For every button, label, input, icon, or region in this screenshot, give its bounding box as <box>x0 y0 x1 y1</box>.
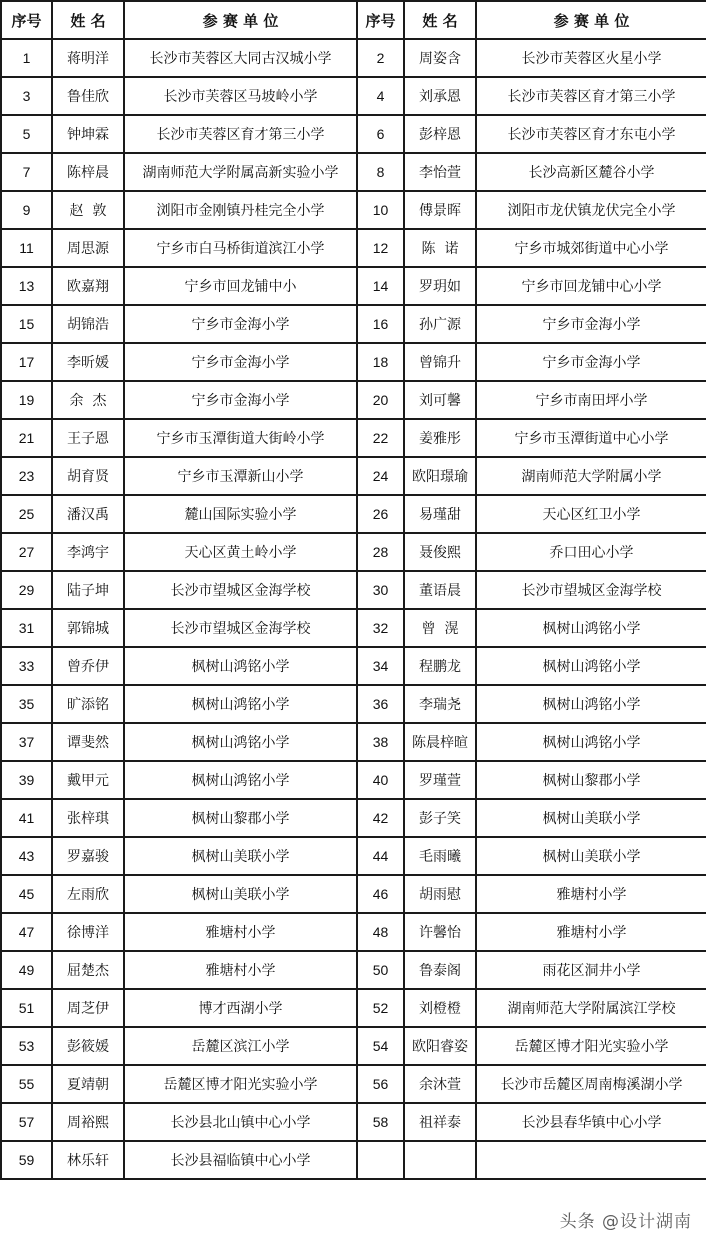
table-row <box>1 875 706 913</box>
entry-name: 余 杰 <box>52 381 124 419</box>
entry-name: 周裕熙 <box>52 1103 124 1141</box>
entry-unit: 长沙市望城区金海学校 <box>124 609 357 647</box>
entry-number: 17 <box>1 343 52 381</box>
entry-unit: 浏阳市金刚镇丹桂完全小学 <box>124 191 357 229</box>
entry-number: 33 <box>1 647 52 685</box>
table-row <box>1 381 706 419</box>
entry-number: 48 <box>357 913 404 951</box>
entry-number <box>357 1141 404 1179</box>
entry-number: 20 <box>357 381 404 419</box>
entry-unit: 宁乡市白马桥街道滨江小学 <box>124 229 357 267</box>
entry-unit: 长沙市岳麓区周南梅溪湖小学 <box>476 1065 706 1103</box>
entry-number: 40 <box>357 761 404 799</box>
entry-number: 36 <box>357 685 404 723</box>
entry-unit: 博才西湖小学 <box>124 989 357 1027</box>
table-row <box>1 153 706 191</box>
entry-name: 蒋明洋 <box>52 39 124 77</box>
entry-name: 刘可馨 <box>404 381 476 419</box>
entry-unit: 长沙市芙蓉区火星小学 <box>476 39 706 77</box>
table-body <box>1 39 706 1179</box>
entry-unit: 长沙高新区麓谷小学 <box>476 153 706 191</box>
entry-name: 李鸿宇 <box>52 533 124 571</box>
entry-name: 傅景晖 <box>404 191 476 229</box>
entry-name: 陈 诺 <box>404 229 476 267</box>
entry-number: 9 <box>1 191 52 229</box>
entry-number: 31 <box>1 609 52 647</box>
entry-number: 46 <box>357 875 404 913</box>
entry-unit: 枫树山鸿铭小学 <box>476 723 706 761</box>
entry-name <box>404 1141 476 1179</box>
table-row <box>1 77 706 115</box>
table-row <box>1 685 706 723</box>
entry-name: 孙广源 <box>404 305 476 343</box>
entry-unit: 雅塘村小学 <box>124 913 357 951</box>
table-row <box>1 115 706 153</box>
entry-unit: 湖南师范大学附属滨江学校 <box>476 989 706 1027</box>
entry-number: 19 <box>1 381 52 419</box>
entry-name: 李怡萱 <box>404 153 476 191</box>
entry-name: 欧阳睿姿 <box>404 1027 476 1065</box>
entry-name: 林乐轩 <box>52 1141 124 1179</box>
entry-number: 42 <box>357 799 404 837</box>
entry-number: 5 <box>1 115 52 153</box>
entry-number: 53 <box>1 1027 52 1065</box>
entry-unit: 枫树山鸿铭小学 <box>124 685 357 723</box>
entry-name: 鲁佳欣 <box>52 77 124 115</box>
entry-unit <box>476 1141 706 1179</box>
entry-number: 55 <box>1 1065 52 1103</box>
entry-number: 18 <box>357 343 404 381</box>
table-row <box>1 305 706 343</box>
table-row <box>1 191 706 229</box>
entry-name: 董语晨 <box>404 571 476 609</box>
entry-unit: 雅塘村小学 <box>124 951 357 989</box>
entry-unit: 湖南师范大学附属高新实验小学 <box>124 153 357 191</box>
entry-number: 12 <box>357 229 404 267</box>
table-row <box>1 913 706 951</box>
entry-unit: 长沙县北山镇中心小学 <box>124 1103 357 1141</box>
entry-name: 胡锦浩 <box>52 305 124 343</box>
entry-name: 胡育贤 <box>52 457 124 495</box>
entry-name: 欧嘉翔 <box>52 267 124 305</box>
entry-number: 57 <box>1 1103 52 1141</box>
entry-number: 22 <box>357 419 404 457</box>
entry-name: 刘承恩 <box>404 77 476 115</box>
entry-number: 49 <box>1 951 52 989</box>
entry-name: 旷添铭 <box>52 685 124 723</box>
table-row <box>1 1065 706 1103</box>
entry-unit: 宁乡市金海小学 <box>124 305 357 343</box>
entry-unit: 宁乡市南田坪小学 <box>476 381 706 419</box>
entry-name: 张梓琪 <box>52 799 124 837</box>
entry-number: 34 <box>357 647 404 685</box>
table-row <box>1 647 706 685</box>
entry-number: 43 <box>1 837 52 875</box>
entry-number: 7 <box>1 153 52 191</box>
entry-name: 陈梓晨 <box>52 153 124 191</box>
entry-number: 54 <box>357 1027 404 1065</box>
table-row <box>1 609 706 647</box>
entry-number: 37 <box>1 723 52 761</box>
entry-unit: 宁乡市回龙铺中小 <box>124 267 357 305</box>
entry-name: 屈楚杰 <box>52 951 124 989</box>
entry-number: 16 <box>357 305 404 343</box>
entry-unit: 湖南师范大学附属小学 <box>476 457 706 495</box>
entry-unit: 麓山国际实验小学 <box>124 495 357 533</box>
entry-number: 13 <box>1 267 52 305</box>
entry-name: 周思源 <box>52 229 124 267</box>
entry-name: 彭子笑 <box>404 799 476 837</box>
entry-unit: 枫树山美联小学 <box>124 875 357 913</box>
entry-unit: 长沙县福临镇中心小学 <box>124 1141 357 1179</box>
entry-number: 58 <box>357 1103 404 1141</box>
entry-name: 徐博洋 <box>52 913 124 951</box>
table-row <box>1 495 706 533</box>
table-header-row <box>1 1 706 39</box>
entry-name: 罗玥如 <box>404 267 476 305</box>
table-row <box>1 39 706 77</box>
entry-number: 51 <box>1 989 52 1027</box>
entry-name: 程鹏龙 <box>404 647 476 685</box>
entry-name: 陆子坤 <box>52 571 124 609</box>
entry-name: 欧阳璟瑜 <box>404 457 476 495</box>
entry-number: 39 <box>1 761 52 799</box>
header-name: 姓 名 <box>404 1 476 39</box>
entry-unit: 宁乡市玉潭街道中心小学 <box>476 419 706 457</box>
entry-name: 钟坤霖 <box>52 115 124 153</box>
entry-number: 47 <box>1 913 52 951</box>
table-row <box>1 761 706 799</box>
entry-number: 10 <box>357 191 404 229</box>
entry-unit: 岳麓区博才阳光实验小学 <box>124 1065 357 1103</box>
table-row <box>1 951 706 989</box>
entry-name: 曾乔伊 <box>52 647 124 685</box>
entry-unit: 枫树山美联小学 <box>124 837 357 875</box>
entry-unit: 岳麓区博才阳光实验小学 <box>476 1027 706 1065</box>
entry-name: 王子恩 <box>52 419 124 457</box>
entry-name: 李昕媛 <box>52 343 124 381</box>
entry-name: 许馨怡 <box>404 913 476 951</box>
entry-number: 27 <box>1 533 52 571</box>
entry-name: 戴甲元 <box>52 761 124 799</box>
entry-unit: 长沙市芙蓉区育才第三小学 <box>476 77 706 115</box>
entry-number: 1 <box>1 39 52 77</box>
table-row <box>1 1103 706 1141</box>
entry-number: 11 <box>1 229 52 267</box>
entry-unit: 岳麓区滨江小学 <box>124 1027 357 1065</box>
header-unit: 参 赛 单 位 <box>476 1 706 39</box>
entry-name: 潘汉禹 <box>52 495 124 533</box>
entry-name: 彭筱媛 <box>52 1027 124 1065</box>
entry-number: 56 <box>357 1065 404 1103</box>
table-row <box>1 723 706 761</box>
table-row <box>1 343 706 381</box>
entry-unit: 长沙市望城区金海学校 <box>476 571 706 609</box>
entry-unit: 宁乡市金海小学 <box>476 305 706 343</box>
entry-name: 郭锦城 <box>52 609 124 647</box>
entry-number: 25 <box>1 495 52 533</box>
table-row <box>1 1141 706 1179</box>
entry-number: 15 <box>1 305 52 343</box>
entry-number: 41 <box>1 799 52 837</box>
table-row <box>1 1027 706 1065</box>
entry-unit: 长沙市芙蓉区大同古汉城小学 <box>124 39 357 77</box>
entry-unit: 宁乡市金海小学 <box>124 381 357 419</box>
entry-number: 50 <box>357 951 404 989</box>
entry-unit: 枫树山黎郡小学 <box>476 761 706 799</box>
entry-name: 曾 滉 <box>404 609 476 647</box>
entry-number: 59 <box>1 1141 52 1179</box>
entry-unit: 宁乡市金海小学 <box>124 343 357 381</box>
entry-name: 谭斐然 <box>52 723 124 761</box>
entry-unit: 天心区红卫小学 <box>476 495 706 533</box>
entry-name: 刘橙橙 <box>404 989 476 1027</box>
entry-unit: 长沙县春华镇中心小学 <box>476 1103 706 1141</box>
entry-unit: 枫树山美联小学 <box>476 837 706 875</box>
entry-unit: 枫树山黎郡小学 <box>124 799 357 837</box>
entry-name: 胡雨慰 <box>404 875 476 913</box>
entry-name: 彭梓恩 <box>404 115 476 153</box>
header-unit: 参 赛 单 位 <box>124 1 357 39</box>
table-row <box>1 229 706 267</box>
entry-name: 聂俊熙 <box>404 533 476 571</box>
entry-name: 余沐萱 <box>404 1065 476 1103</box>
table-row <box>1 533 706 571</box>
table-row <box>1 989 706 1027</box>
header-no: 序号 <box>357 1 404 39</box>
entry-unit: 雅塘村小学 <box>476 875 706 913</box>
entry-number: 23 <box>1 457 52 495</box>
entry-number: 14 <box>357 267 404 305</box>
entry-name: 李瑞尧 <box>404 685 476 723</box>
entry-number: 2 <box>357 39 404 77</box>
entry-unit: 长沙市望城区金海学校 <box>124 571 357 609</box>
entry-name: 鲁泰阁 <box>404 951 476 989</box>
entry-number: 45 <box>1 875 52 913</box>
entry-name: 毛雨曦 <box>404 837 476 875</box>
entry-unit: 雅塘村小学 <box>476 913 706 951</box>
header-name: 姓 名 <box>52 1 124 39</box>
entry-number: 32 <box>357 609 404 647</box>
entry-number: 29 <box>1 571 52 609</box>
entry-name: 罗瑾萱 <box>404 761 476 799</box>
entry-number: 26 <box>357 495 404 533</box>
entry-number: 24 <box>357 457 404 495</box>
entry-name: 周芝伊 <box>52 989 124 1027</box>
entry-number: 28 <box>357 533 404 571</box>
entry-name: 罗嘉骏 <box>52 837 124 875</box>
entry-unit: 宁乡市玉潭新山小学 <box>124 457 357 495</box>
entry-unit: 乔口田心小学 <box>476 533 706 571</box>
entry-name: 周姿含 <box>404 39 476 77</box>
entry-unit: 雨花区洞井小学 <box>476 951 706 989</box>
entry-unit: 枫树山鸿铭小学 <box>476 685 706 723</box>
entry-name: 易瑾甜 <box>404 495 476 533</box>
entry-unit: 长沙市芙蓉区育才第三小学 <box>124 115 357 153</box>
table-row <box>1 267 706 305</box>
entry-number: 44 <box>357 837 404 875</box>
entry-unit: 浏阳市龙伏镇龙伏完全小学 <box>476 191 706 229</box>
entry-unit: 枫树山鸿铭小学 <box>476 647 706 685</box>
entry-unit: 宁乡市金海小学 <box>476 343 706 381</box>
entry-unit: 枫树山鸿铭小学 <box>124 647 357 685</box>
entry-number: 38 <box>357 723 404 761</box>
entry-unit: 枫树山鸿铭小学 <box>124 761 357 799</box>
entry-name: 曾锦升 <box>404 343 476 381</box>
table-row <box>1 419 706 457</box>
entry-number: 8 <box>357 153 404 191</box>
entry-name: 陈晨梓暄 <box>404 723 476 761</box>
entry-unit: 天心区黄土岭小学 <box>124 533 357 571</box>
entry-name: 姜雅彤 <box>404 419 476 457</box>
entry-unit: 宁乡市玉潭街道大街岭小学 <box>124 419 357 457</box>
entry-number: 3 <box>1 77 52 115</box>
table-row <box>1 571 706 609</box>
header-no: 序号 <box>1 1 52 39</box>
entry-name: 夏靖朝 <box>52 1065 124 1103</box>
entry-unit: 枫树山鸿铭小学 <box>124 723 357 761</box>
entry-number: 21 <box>1 419 52 457</box>
entry-number: 30 <box>357 571 404 609</box>
entry-name: 左雨欣 <box>52 875 124 913</box>
table-row <box>1 457 706 495</box>
entry-number: 4 <box>357 77 404 115</box>
entry-unit: 宁乡市城郊街道中心小学 <box>476 229 706 267</box>
entry-name: 赵 敦 <box>52 191 124 229</box>
entry-number: 6 <box>357 115 404 153</box>
entry-unit: 枫树山鸿铭小学 <box>476 609 706 647</box>
entry-number: 35 <box>1 685 52 723</box>
entry-number: 52 <box>357 989 404 1027</box>
entry-unit: 宁乡市回龙铺中心小学 <box>476 267 706 305</box>
entry-unit: 长沙市芙蓉区育才东屯小学 <box>476 115 706 153</box>
entry-name: 祖祥泰 <box>404 1103 476 1141</box>
table-row <box>1 837 706 875</box>
entry-unit: 枫树山美联小学 <box>476 799 706 837</box>
watermark: 头条 @设计湖南 <box>559 1212 692 1232</box>
entry-unit: 长沙市芙蓉区马坡岭小学 <box>124 77 357 115</box>
table-row <box>1 799 706 837</box>
